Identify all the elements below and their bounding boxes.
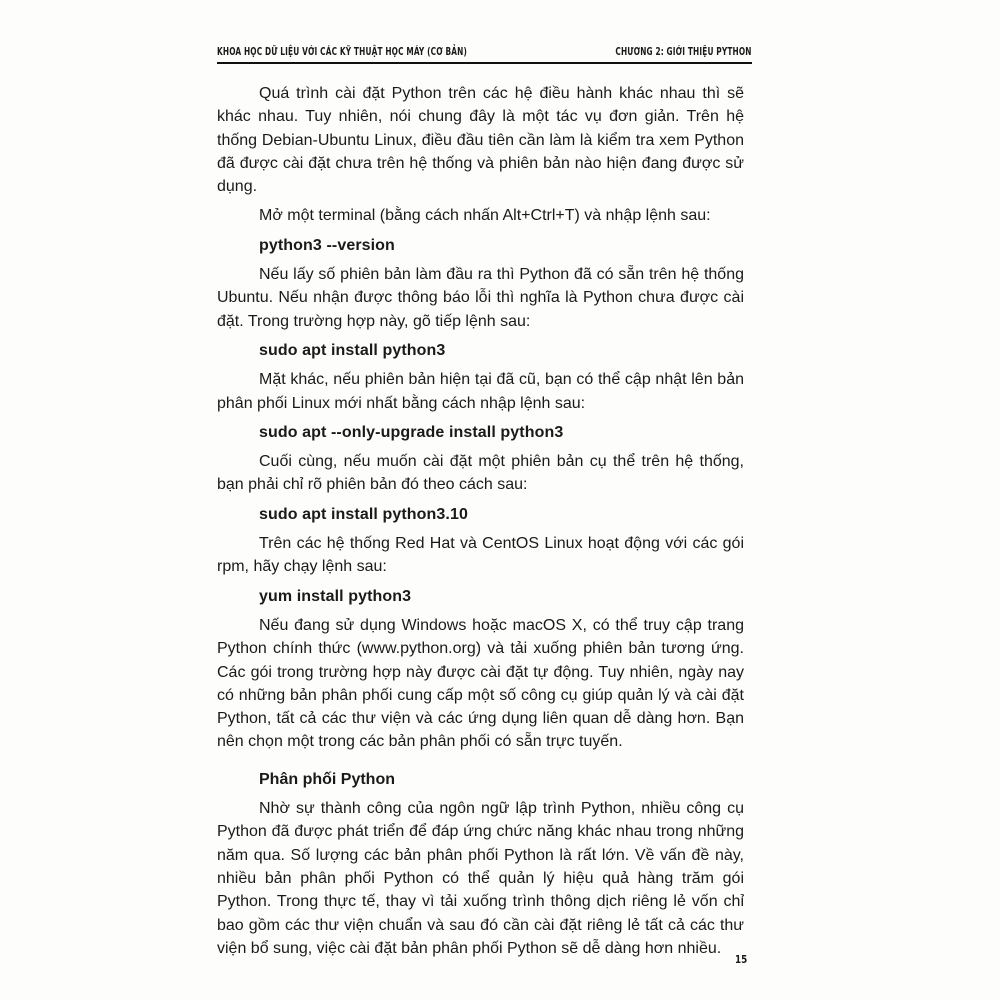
header-rule [217,62,752,64]
paragraph-redhat: Trên các hệ thống Red Hat và CentOS Linux hoạt động với các gói rpm, hãy chạy lệnh sau: [217,535,744,576]
section-heading-distributions: Phân phối Python [259,770,395,788]
page-number: 15 [735,953,748,966]
paragraph-windows-macos: Nếu đang sử dụng Windows hoặc macOS X, có thể truy cập trang Python chính thức (www.python.org) và tải xuống phiên bản tương ứng. Các gói trong trường hợp này được cài đặt tự động. Tuy nhiên, ngày nay có những bản phân phối cung cấp một số công cụ giúp quản lý và cài đặt Python, tất cả các thư viện và các ứng dụng liên quan dễ dàng hơn. Bạn nên chọn một trong các bản phân phối có sẵn trực tuyến. [217,616,744,751]
command-apt-upgrade: sudo apt --only-upgrade install python3 [259,423,564,441]
command-apt-install-310: sudo apt install python3.10 [259,505,468,523]
paragraph-version-check: Nếu lấy số phiên bản làm đầu ra thì Python đã có sẵn trên hệ thống Ubuntu. Nếu nhận được thông báo lỗi thì nghĩa là Python chưa được cài đặt. Trong trường hợp này, gõ tiếp lệnh sau: [217,266,744,330]
paragraph-install-intro: Quá trình cài đặt Python trên các hệ điều hành khác nhau thì sẽ khác nhau. Tuy nhiên, nói chung đây là một tác vụ đơn giản. Trên hệ thống Debian-Ubuntu Linux, điều đầu tiên cần làm là kiểm tra xem Python đã được cài đặt chưa trên hệ thống và phiên bản nào hiện đang được sử dụng. [217,85,744,196]
page-body [217,82,744,966]
paragraph-upgrade: Mặt khác, nếu phiên bản hiện tại đã cũ, bạn có thể cập nhật lên bản phân phối Linux mới nhất bằng cách nhập lệnh sau: [217,371,744,412]
paragraph-distributions: Nhờ sự thành công của ngôn ngữ lập trình Python, nhiều công cụ Python đã được phát triển để đáp ứng chức năng khác nhau trong những năm qua. Số lượng các bản phân phối Python là rất lớn. Về vấn đề này, nhiều bản phân phối Python có thể quản lý hiệu quả hàng trăm gói Python. Trong thực tế, thay vì tải xuống trình thông dịch riêng lẻ vốn chỉ bao gồm các thư viện chuẩn và sau đó cần cài đặt riêng lẻ tất cả các thư viện bổ sung, việc cài đặt bản phân phối Python sẽ dễ dàng hơn nhiều. [217,800,744,957]
header-book-title: KHOA HỌC DỮ LIỆU VỚI CÁC KỸ THUẬT HỌC MÁY (CƠ BẢN) [217,46,468,58]
paragraph-specific-version: Cuối cùng, nếu muốn cài đặt một phiên bản cụ thể trên hệ thống, bạn phải chỉ rõ phiên bản đó theo cách sau: [217,453,744,494]
running-header [217,44,752,66]
command-apt-install: sudo apt install python3 [259,341,446,359]
paragraph-open-terminal: Mở một terminal (bằng cách nhấn Alt+Ctrl+T) và nhập lệnh sau: [259,207,711,225]
command-python-version: python3 --version [259,236,395,254]
command-yum-install: yum install python3 [259,587,412,605]
header-chapter-title: CHƯƠNG 2: GIỚI THIỆU PYTHON [615,46,752,58]
